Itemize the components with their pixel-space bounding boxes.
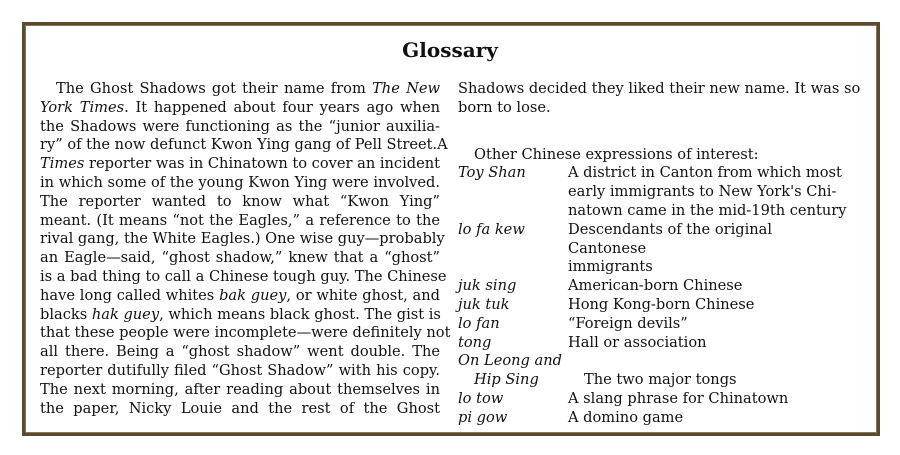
glossary-term: lo tow: [458, 389, 504, 407]
glossary-definition: [568, 164, 850, 220]
page-title: Glossary: [402, 38, 498, 62]
text: , which means black ghost. The gist is: [159, 305, 441, 323]
glossary-definition: [568, 296, 850, 315]
text: , or white ghost, and: [286, 286, 441, 304]
glossary-term: Toy Shan: [458, 164, 526, 182]
left-column: [40, 80, 451, 418]
italic-text: Times: [40, 155, 85, 173]
glossary-term: tong: [458, 333, 492, 351]
text: that these people were incomplete—were definitely not: [40, 324, 451, 342]
glossary-definition: [584, 371, 850, 390]
glossary-term: lo fan: [458, 314, 500, 332]
glossary-definition: [568, 352, 850, 371]
text: ry” of the now defunct Kwon Ying gang of Pell Street.A: [40, 136, 448, 154]
body-line: [40, 249, 440, 268]
glossary-intro: Other Chinese expressions of interest:: [474, 145, 759, 163]
body-line: born to lose.: [458, 98, 551, 116]
text: in which some of the young Kwon Ying were involved.: [40, 173, 440, 191]
body-line: [40, 287, 440, 306]
glossary-entry: [458, 277, 850, 296]
body-line: [40, 267, 447, 287]
text: The Ghost Shadows got their name from: [56, 80, 373, 97]
body-line: [40, 212, 440, 231]
definition-line: A domino game: [568, 408, 684, 426]
definition-line: “Foreign devils”: [568, 314, 688, 332]
italic-text: hak guey: [91, 305, 160, 323]
glossary-entry: [458, 390, 850, 409]
body-line: [40, 381, 440, 400]
glossary-list: [458, 164, 850, 427]
definition-line: The two major tongs: [584, 371, 737, 389]
definition-line: A district in Canton from which most: [568, 164, 842, 182]
definition-line: American-born Chinese: [568, 277, 743, 295]
body-line: [40, 306, 440, 325]
text: blacks: [40, 305, 92, 323]
glossary-entry: [458, 334, 850, 353]
text: the Shadows were functioning as the “junior auxilia-: [40, 117, 440, 135]
right-column: [458, 80, 861, 428]
definition-line: early immigrants to New York's Chi-: [568, 183, 837, 201]
body-line: [40, 230, 445, 249]
text: all there. Being a “ghost shadow” went double. The: [40, 343, 440, 361]
text: an Eagle—said, “ghost shadow,” knew that a “ghost”: [40, 249, 440, 267]
glossary-entry: [458, 164, 850, 220]
definition-line: Hall or association: [568, 333, 707, 351]
glossary-definition: [568, 315, 850, 334]
text: rival gang, the White Eagles.) One wise guy—probably: [40, 230, 445, 248]
glossary-entry: [458, 352, 850, 371]
glossary-term: Hip Sing: [474, 371, 539, 389]
italic-text: bak guey: [219, 286, 287, 304]
glossary-definition: [568, 409, 850, 428]
italic-text: The New: [372, 80, 440, 97]
glossary-definition: [568, 221, 850, 277]
definition-line: [568, 352, 850, 371]
glossary-entry: [458, 315, 850, 334]
glossary-entry: [458, 371, 850, 390]
italic-text: York Times: [40, 98, 125, 116]
glossary-term: pi gow: [458, 408, 508, 426]
glossary-term: lo fa kew: [458, 220, 525, 238]
glossary-term: juk sing: [458, 277, 517, 295]
glossary-definition: [568, 334, 850, 353]
text: The reporter wanted to know what “Kwon Ying”: [40, 192, 440, 210]
body-line: [40, 400, 440, 419]
glossary-definition: [568, 390, 850, 409]
definition-line: A slang phrase for Chinatown: [568, 389, 789, 407]
glossary-definition: [568, 277, 850, 296]
glossary-term: juk tuk: [458, 295, 510, 313]
text: reporter was in Chinatown to cover an incident: [84, 155, 441, 173]
definition-line: Descendants of the original Cantonese: [568, 220, 773, 257]
body-line: [40, 99, 440, 118]
text: meant. (It means “not the Eagles,” a reference to the: [40, 211, 440, 229]
text: The next morning, after reading about themselves in: [40, 380, 440, 398]
body-line: Shadows decided they liked their new name. It was so: [458, 80, 861, 97]
body-line: [40, 136, 448, 155]
text: is a bad thing to call a Chinese tough guy. The Chinese: [40, 267, 447, 285]
body-line: [40, 155, 440, 174]
definition-line: Hong Kong-born Chinese: [568, 295, 755, 313]
definition-line: immigrants: [568, 258, 653, 276]
glossary-entry: [458, 296, 850, 315]
body-line: [40, 324, 451, 343]
text: reporter dutifully filed “Ghost Shadow” with his copy.: [40, 361, 440, 379]
body-line: [40, 174, 440, 193]
text: . It happened about four years ago when: [124, 98, 440, 116]
glossary-entry: [458, 221, 850, 277]
body-line: [40, 193, 440, 212]
definition-line: natown came in the mid-19th century: [568, 201, 847, 219]
body-line: [40, 362, 440, 381]
glossary-term: On Leong and: [458, 352, 562, 370]
body-line: [40, 80, 440, 99]
glossary-entry: [458, 409, 850, 428]
body-line: [40, 343, 440, 362]
body-line: [40, 118, 440, 137]
text: the paper, Nicky Louie and the rest of the Ghost: [40, 399, 440, 417]
text: have long called whites: [40, 286, 220, 304]
